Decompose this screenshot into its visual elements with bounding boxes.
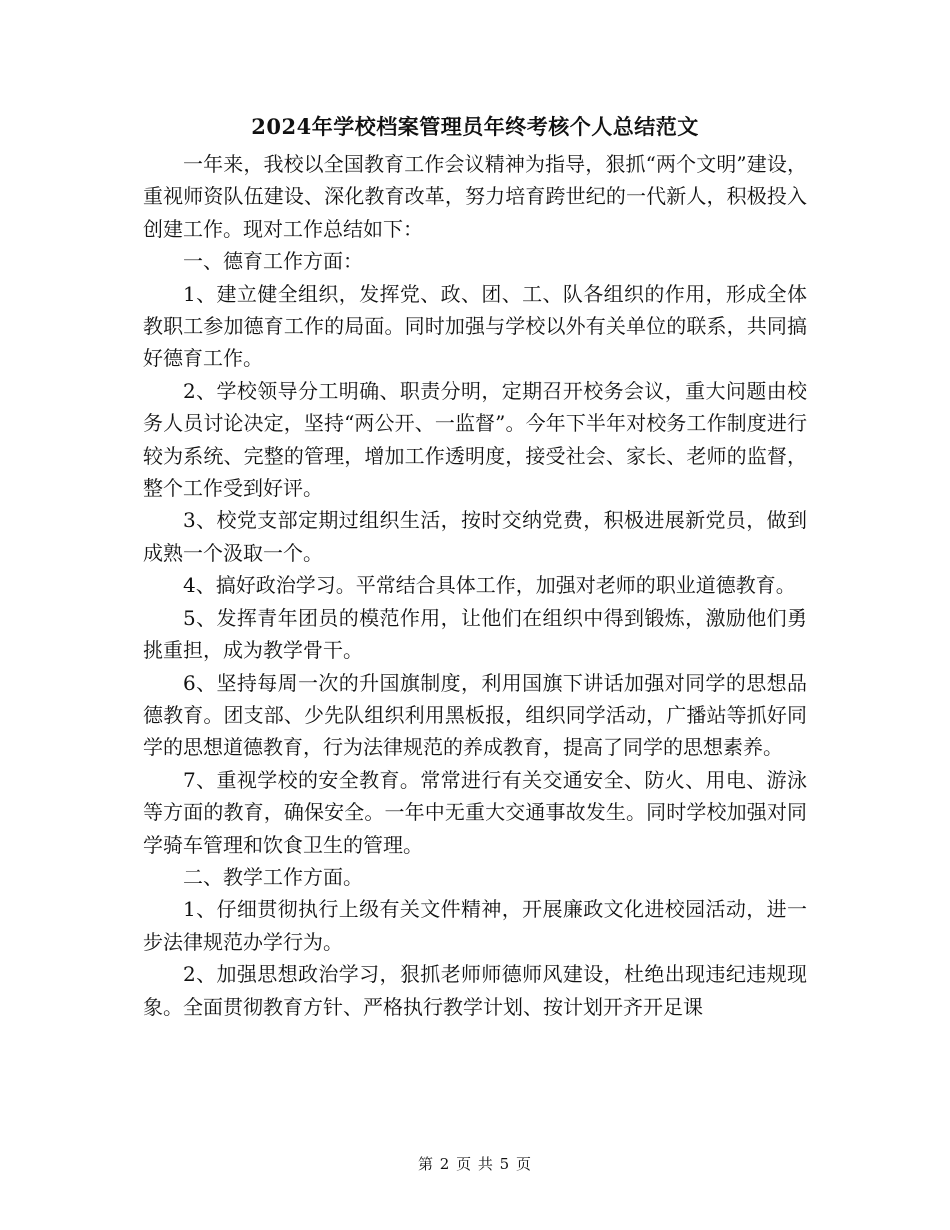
paragraph-item: 1、建立健全组织，发挥党、政、团、工、队各组织的作用，形成全体教职工参加德育工作的局面。同时加强与学校以外有关单位的联系，共同搞好德育工作。 bbox=[143, 281, 807, 371]
document-title: 2024年学校档案管理员年终考核个人总结范文 bbox=[251, 114, 699, 139]
section-heading-teaching: 二、教学工作方面。 bbox=[183, 864, 363, 889]
paragraph-item: 6、坚持每周一次的升国旗制度，利用国旗下讲话加强对同学的思想品德教育。团支部、少先队组织利用黑板报，组织同学活动，广播站等抓好同学的思想道德教育，行为法律规范的养成教育，提高了同学的思想素养。 bbox=[143, 670, 807, 760]
paragraph-item: 2、学校领导分工明确、职责分明，定期召开校务会议，重大问题由校务人员讨论决定，坚持“两公开、一监督”。今年下半年对校务工作制度进行较为系统、完整的管理，增加工作透明度，接受社会、家长、老师的监督，整个工作受到好评。 bbox=[143, 378, 807, 501]
paragraph-item: 5、发挥青年团员的模范作用，让他们在组织中得到锻炼，激励他们勇挑重担，成为教学骨干。 bbox=[143, 605, 807, 663]
paragraph-item: 2、加强思想政治学习，狠抓老师师德师风建设，杜绝出现违纪违规现象。全面贯彻教育方针、严格执行教学计划、按计划开齐开足课 bbox=[143, 962, 807, 1019]
paragraph-item: 7、重视学校的安全教育。常常进行有关交通安全、防火、用电、游泳等方面的教育，确保安全。一年中无重大交通事故发生。同时学校加强对同学骑车管理和饮食卫生的管理。 bbox=[143, 767, 807, 857]
paragraph-item: 1、仔细贯彻执行上级有关文件精神，开展廉政文化进校园活动，进一步法律规范办学行为。 bbox=[143, 897, 807, 954]
paragraph-intro: 一年来，我校以全国教育工作会议精神为指导，狠抓“两个文明”建设，重视师资队伍建设、深化教育改革，努力培育跨世纪的一代新人，积极投入创建工作。现对工作总结如下： bbox=[143, 152, 807, 241]
page-number-footer: 第 2 页 共 5 页 bbox=[418, 1155, 532, 1173]
paragraph-item: 4、搞好政治学习。平常结合具体工作，加强对老师的职业道德教育。 bbox=[183, 573, 796, 598]
section-heading-moral-education: 一、德育工作方面： bbox=[183, 249, 363, 274]
document-body bbox=[143, 148, 807, 1023]
paragraph-item: 3、校党支部定期过组织生活，按时交纳党费，积极进展新党员，做到成熟一个汲取一个。 bbox=[143, 508, 807, 565]
